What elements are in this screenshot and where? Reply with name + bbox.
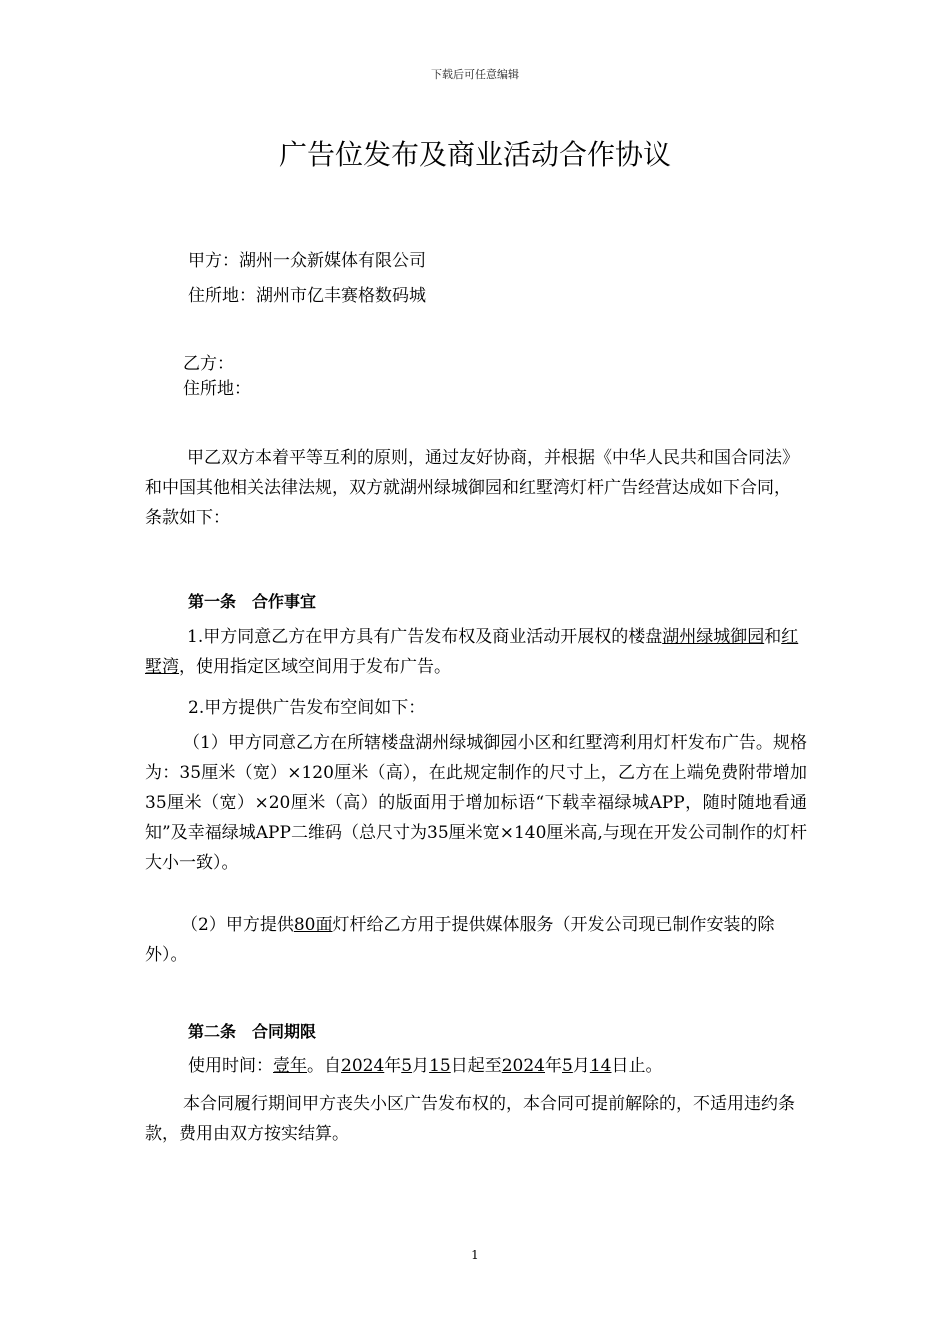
article-1-heading: 第一条 合作事宜 bbox=[188, 592, 317, 611]
usage-period-line: 使用时间：壹年。自2024年5月15日起至2024年5月14日止。 bbox=[188, 1056, 663, 1076]
preamble-paragraph: 甲乙双方本着平等互利的原则，通过友好协商，并根据《中华人民共和国合同法》和中国其他相关法律法规，双方就湖州绿城御园和红墅湾灯杆广告经营达成如下合同，条款如下： bbox=[145, 448, 799, 528]
article-1-clause-1: 1.甲方同意乙方在甲方具有广告发布权及商业活动开展权的楼盘湖州绿城御园和红墅湾，使用指定区域空间用于发布广告。 bbox=[145, 627, 799, 677]
start-day: 15 bbox=[429, 1056, 451, 1076]
article-1-clause-2: 2.甲方提供广告发布空间如下： bbox=[188, 698, 426, 718]
start-year: 2024 bbox=[341, 1056, 385, 1076]
party-b-name: 乙方： bbox=[183, 354, 234, 374]
end-month: 5 bbox=[562, 1056, 573, 1076]
party-a-address: 住所地：湖州市亿丰赛格数码城 bbox=[188, 286, 426, 306]
end-year: 2024 bbox=[501, 1056, 545, 1076]
property-name-1: 湖州绿城御园 bbox=[662, 627, 765, 647]
article-1-item-1: （1）甲方同意乙方在所辖楼盘湖州绿城御园小区和红墅湾利用灯杆发布广告。规格为：35厘米（宽）×120厘米（高），在此规定制作的尺寸上，乙方在上端免费附带增加35厘米（宽）×20厘米（高）的版面用于增加标语“下载幸福绿城APP，随时随地看通知”及幸福绿城APP二维码（总尺寸为35厘米宽×140厘米高,与现在开发公司制作的灯杆大小一致）。 bbox=[145, 733, 807, 873]
article-1-item-2: （2）甲方提供80面灯杆给乙方用于提供媒体服务（开发公司现已制作安装的除外）。 bbox=[145, 915, 775, 965]
usage-period: 壹年 bbox=[273, 1056, 307, 1076]
header-note: 下载后可任意编辑 bbox=[431, 68, 519, 81]
end-day: 14 bbox=[589, 1056, 612, 1076]
panel-count: 80面 bbox=[293, 915, 333, 935]
document-title: 广告位发布及商业活动合作协议 bbox=[278, 138, 671, 171]
property-name-2: 红墅湾 bbox=[145, 627, 799, 677]
party-b-address: 住所地： bbox=[183, 379, 251, 399]
party-a-name: 甲方：湖州一众新媒体有限公司 bbox=[188, 251, 426, 271]
article-2-heading: 第二条 合同期限 bbox=[188, 1022, 317, 1041]
start-month: 5 bbox=[401, 1056, 413, 1076]
page-number: 1 bbox=[471, 1248, 479, 1262]
article-2-termination-clause: 本合同履行期间甲方丧失小区广告发布权的，本合同可提前解除的，不适用违约条款，费用由双方按实结算。 bbox=[145, 1094, 795, 1144]
